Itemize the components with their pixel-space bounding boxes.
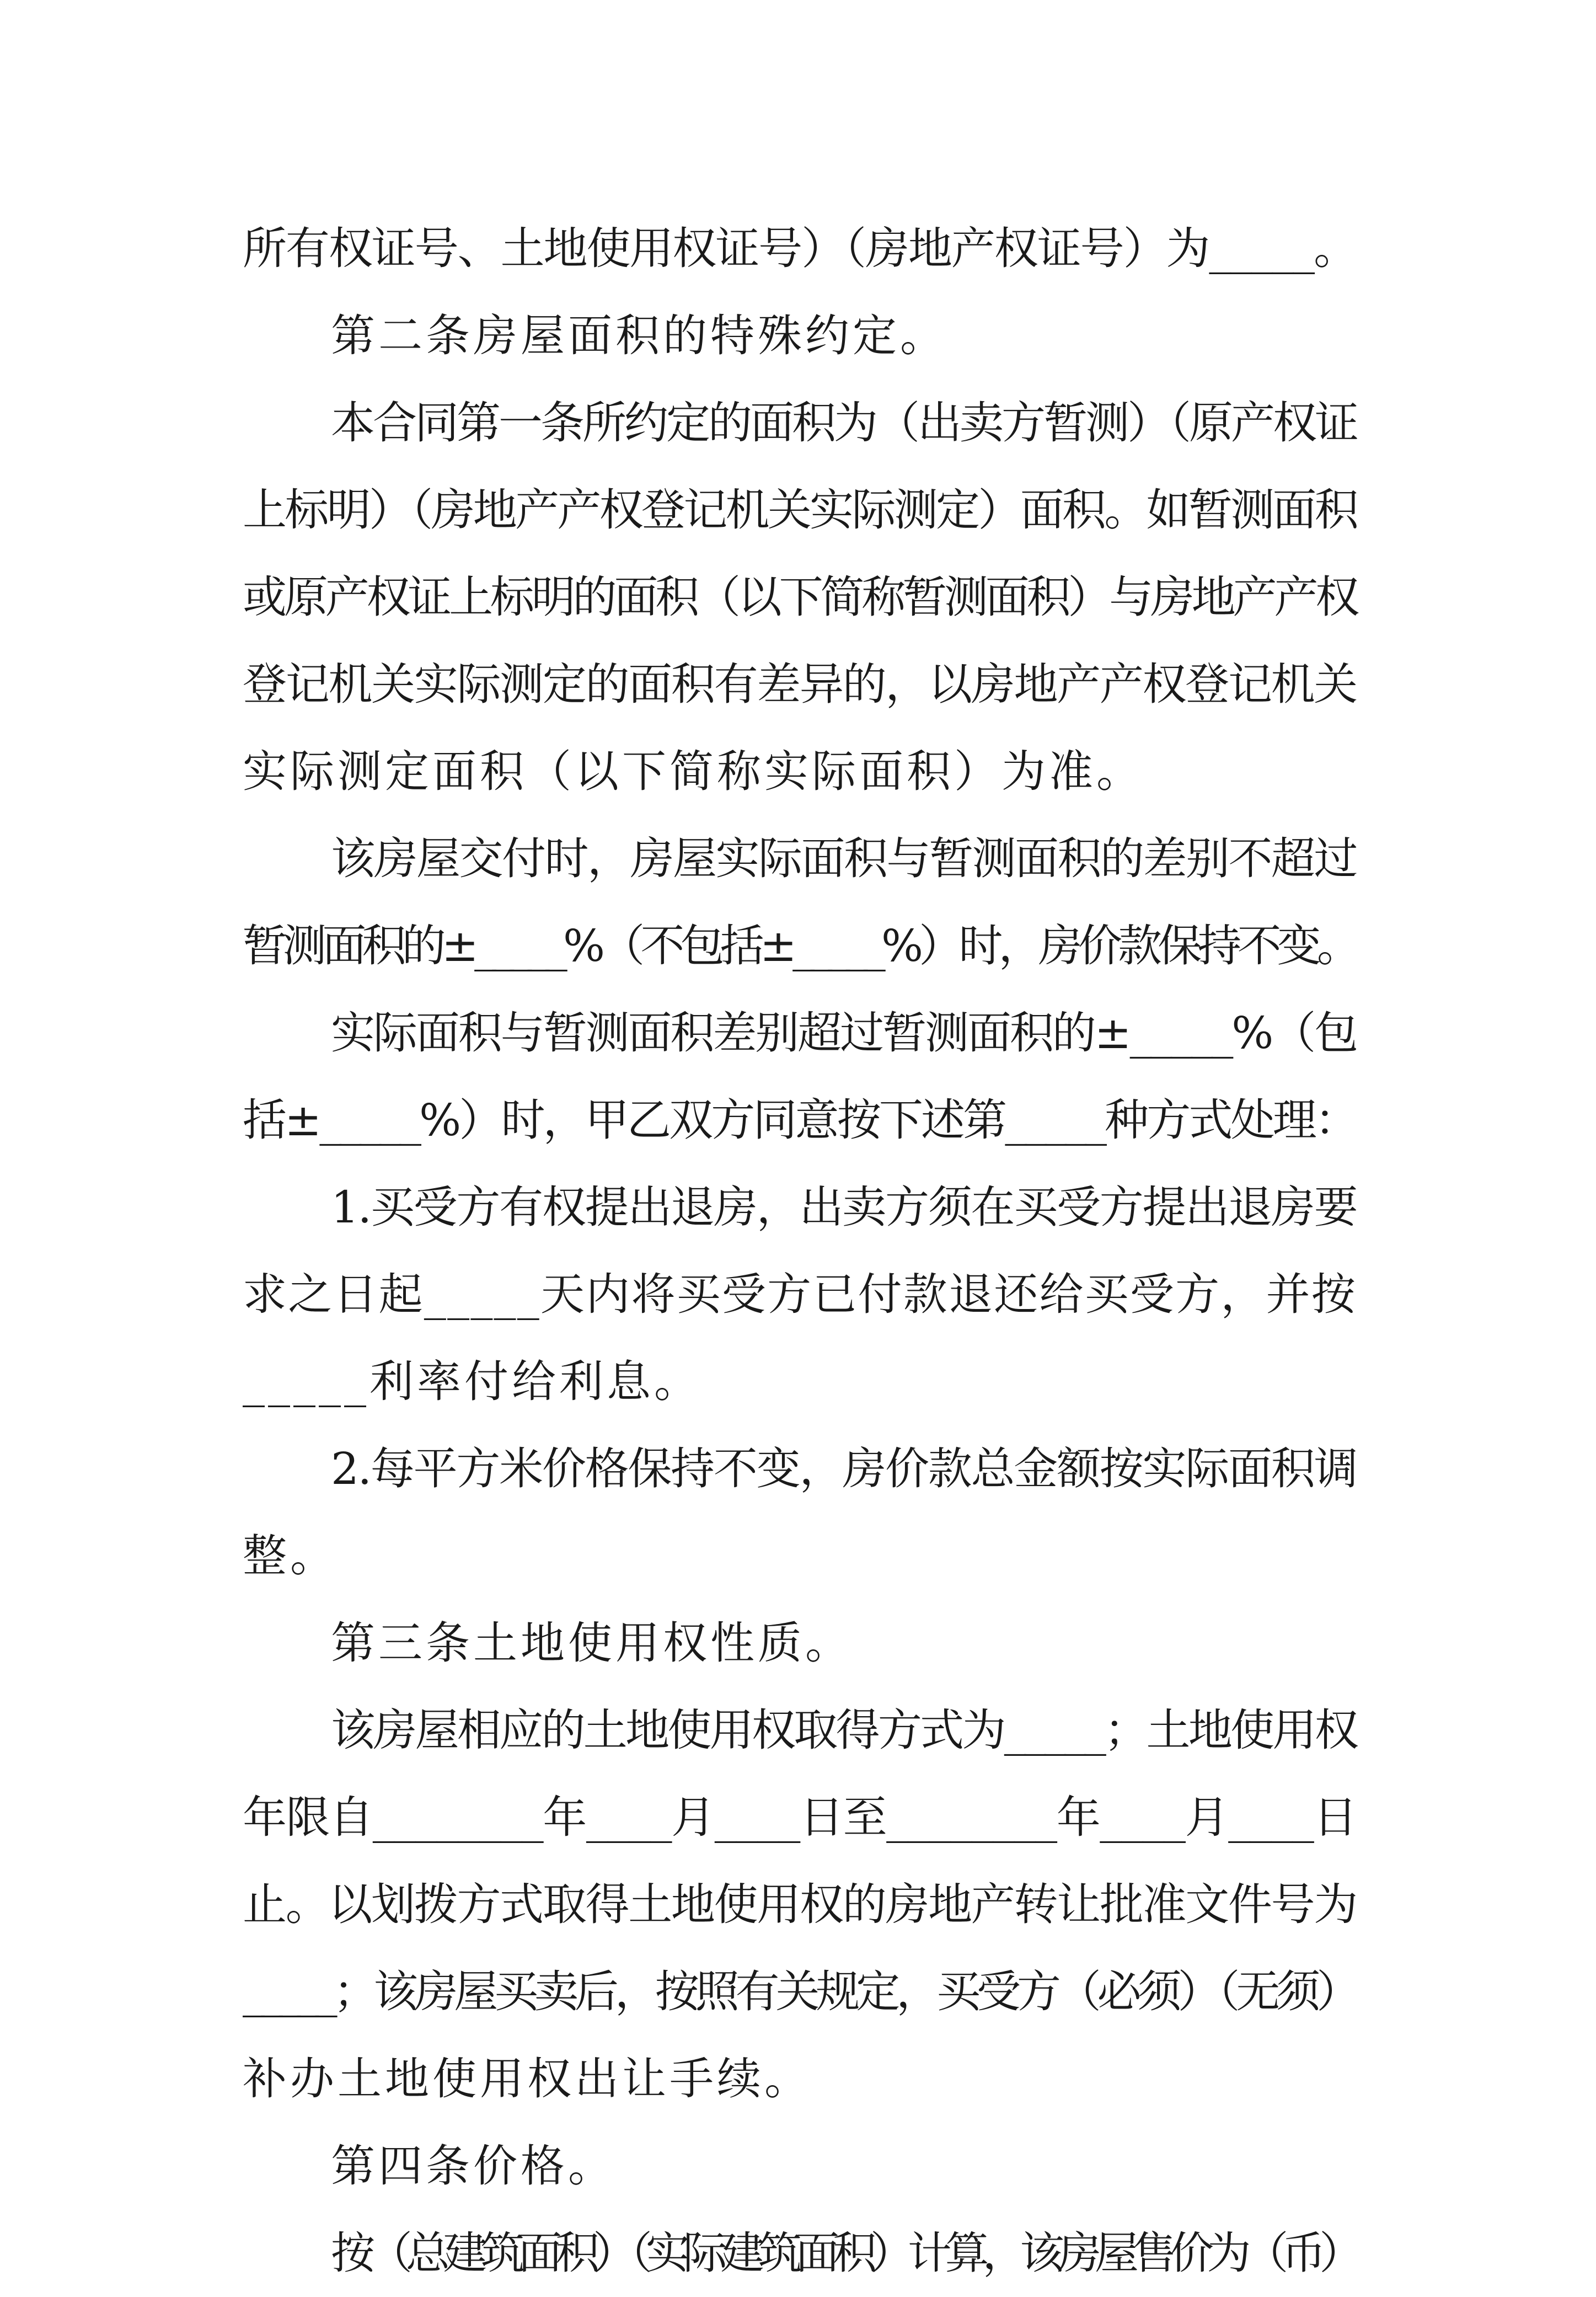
text-line: 第四条价格。 xyxy=(331,2140,615,2192)
text-line: 止。以划拨方式取得土地使用权的房地产转让批准文件号为 xyxy=(243,1879,1357,1930)
text-line: 实际面积与暂测面积差别超过暂测面积的±_____%（包 xyxy=(331,1007,1357,1059)
text-line: 第二条房屋面积的特殊约定。 xyxy=(331,310,947,361)
text-line: 补办土地使用权出让手续。 xyxy=(243,2053,812,2104)
option-1-refund xyxy=(243,1164,1357,1425)
text-line: 所有权证号、土地使用权证号）（房地产权证号）为_____。 xyxy=(243,223,1357,274)
text-line: 求之日起_____天内将买受方已付款退还给买受方，并按 xyxy=(243,1269,1357,1320)
text-line: 年限自________年____月____日至________年____月____日 xyxy=(243,1792,1357,1843)
text-line: 2.每平方米价格保持不变，房价款总金额按实际面积调 xyxy=(331,1443,1357,1494)
text-line: 暂测面积的±_____%（不包括±_____%）时，房价款保持不变。 xyxy=(243,920,1357,971)
text-line: _____利率付给利息。 xyxy=(243,1356,701,1407)
text-line: 本合同第一条所约定的面积为（出卖方暂测）（原产权证 xyxy=(331,397,1357,448)
text-line: 或原产权证上标明的面积（以下简称暂测面积）与房地产产权 xyxy=(243,571,1357,623)
paragraph-area-definition xyxy=(243,380,1357,815)
option-2-adjust-price xyxy=(243,1425,1357,1600)
text-line: 1.买受方有权提出退房，出卖方须在买受方提出退房要 xyxy=(331,1182,1357,1233)
paragraph-price xyxy=(243,2210,1357,2297)
text-line: _____；该房屋买卖后，按照有关规定，买受方（必须）（无须） xyxy=(243,1966,1357,2017)
text-line: 按（总建筑面积）（实际建筑面积）计算，该房屋售价为（币） xyxy=(331,2227,1357,2279)
text-line: 实际测定面积（以下简称实际面积）为准。 xyxy=(243,746,1144,797)
paragraph-area-tolerance xyxy=(243,815,1357,990)
text-line: 上标明）（房地产产权登记机关实际测定）面积。如暂测面积 xyxy=(243,484,1357,536)
text-line: 整。 xyxy=(243,1530,338,1582)
article-4-heading xyxy=(243,2123,1357,2210)
article-2-heading xyxy=(243,292,1357,380)
paragraph-certificate-numbers xyxy=(243,205,1357,292)
document-body xyxy=(243,205,1357,2297)
text-line: 该房屋交付时，房屋实际面积与暂测面积的差别不超过 xyxy=(331,833,1357,884)
text-line: 登记机关实际测定的面积有差异的，以房地产产权登记机关 xyxy=(243,659,1357,710)
paragraph-land-use-right xyxy=(243,1687,1357,2123)
text-line: 该房屋相应的土地使用权取得方式为_____；土地使用权 xyxy=(331,1705,1357,1756)
text-line: 第三条土地使用权性质。 xyxy=(331,1617,853,1669)
article-3-heading xyxy=(243,1600,1357,1687)
text-line: 括±_____%）时，甲乙双方同意按下述第_____种方式处理： xyxy=(243,1094,1357,1146)
paragraph-area-excess xyxy=(243,990,1357,1164)
